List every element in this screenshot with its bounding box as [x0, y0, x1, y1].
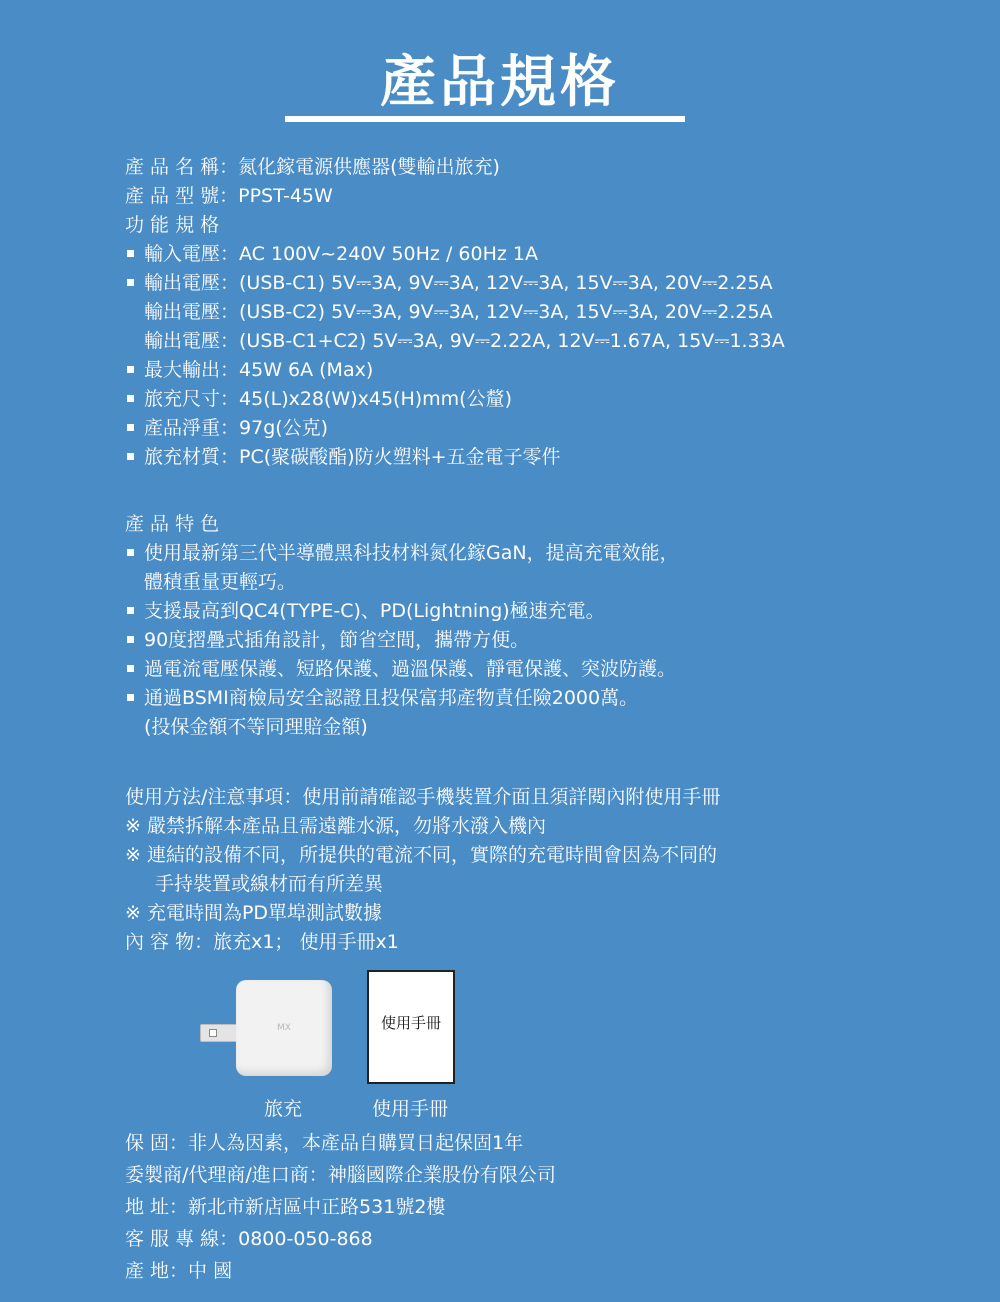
bullet-icon: [127, 395, 134, 402]
spec-max-value: 45W 6A (Max): [239, 359, 374, 381]
feature-item: [125, 626, 679, 655]
spec-name-row: [125, 153, 785, 182]
bullet-icon: [127, 665, 134, 672]
bullet-icon: [127, 424, 134, 431]
spec-weight-label: 產品淨重：: [144, 417, 240, 439]
spec-input-label: 輸入電壓：: [144, 243, 240, 265]
spec-input-value: AC 100V~240V 50Hz / 60Hz 1A: [239, 243, 538, 265]
info-section: [125, 1127, 556, 1287]
feature-item: [125, 684, 679, 713]
spec-output3-value: (USB-C1+C2) 5V⎓3A, 9V⎓2.22A, 12V⎓1.67A, 15V⎓1.33A: [239, 330, 785, 352]
spec-func-heading: 功 能 規 格: [125, 214, 220, 236]
usage-section: [125, 783, 720, 957]
feature-text-cont: 體積重量更輕巧。: [144, 571, 297, 593]
spec-output3-row: [125, 327, 785, 356]
bullet-icon: [127, 453, 134, 460]
spec-output2-row: [125, 298, 785, 327]
charger-caption: 旅充: [264, 1098, 303, 1120]
feature-text-cont: (投保金額不等同理賠金額): [144, 716, 368, 738]
charger-logo: MX: [277, 1023, 291, 1033]
manual-caption: 使用手冊: [372, 1098, 449, 1120]
spec-weight-value: 97g(公克): [239, 417, 329, 439]
spec-weight-row: [125, 414, 785, 443]
usage-line: ※ 連結的設備不同，所提供的電流不同，實際的充電時間會因為不同的: [125, 844, 717, 866]
contents-row: [125, 928, 720, 957]
bullet-icon: [127, 636, 134, 643]
feature-text: 90度摺疊式插角設計，節省空間，攜帶方便。: [144, 629, 530, 651]
bullet-icon: [127, 279, 134, 286]
features-section: [125, 510, 679, 742]
spec-size-value: 45(L)x28(W)x45(H)mm(公釐): [239, 388, 513, 410]
company-row: [125, 1159, 556, 1191]
spec-max-label: 最大輸出：: [144, 359, 240, 381]
spec-model-label: 產 品 型 號：: [125, 185, 239, 207]
feature-text: 支援最高到QC4(TYPE-C)、PD(Lightning)極速充電。: [144, 600, 605, 622]
manual-image-text: 使用手冊: [380, 1014, 441, 1032]
spec-name-label: 產 品 名 稱：: [125, 156, 239, 178]
warranty-value: 非人為因素，本產品自購買日起保固1年: [188, 1132, 524, 1154]
usage-line: ※ 嚴禁拆解本產品且需遠離水源，勿將水潑入機內: [125, 815, 546, 837]
spec-name-value: 氮化鎵電源供應器(雙輸出旅充): [238, 156, 500, 178]
service-row: [125, 1223, 556, 1255]
spec-output2-label: 輸出電壓：: [144, 301, 240, 323]
address-label: 地 址：: [125, 1196, 189, 1218]
spec-output1-value: (USB-C1) 5V⎓3A, 9V⎓3A, 12V⎓3A, 15V⎓3A, 20V⎓2.25A: [239, 272, 773, 294]
spec-input-row: [125, 240, 785, 269]
bullet-icon: [127, 250, 134, 257]
spec-output1-label: 輸出電壓：: [144, 272, 240, 294]
service-value: 0800-050-868: [238, 1228, 373, 1250]
company-label: 委製商/代理商/進口商：: [125, 1164, 328, 1186]
title-underline: [285, 116, 685, 122]
page-title: 產品規格: [380, 50, 620, 115]
manual-image: [367, 970, 455, 1084]
spec-material-value: PC(聚碳酸酯)防火塑料+五金電子零件: [239, 446, 561, 468]
address-row: [125, 1191, 556, 1223]
address-value: 新北市新店區中正路531號2樓: [188, 1196, 446, 1218]
service-label: 客 服 專 線：: [125, 1228, 239, 1250]
usage-line-cont: 手持裝置或線材而有所差異: [155, 873, 384, 895]
spec-size-row: [125, 385, 785, 414]
feature-text: 通過BSMI商檢局安全認證且投保富邦產物責任險2000萬。: [144, 687, 639, 709]
feature-text: 使用最新第三代半導體黑科技材料氮化鎵GaN，提高充電效能，: [144, 542, 679, 564]
feature-item: [125, 539, 679, 568]
warranty-label: 保 固：: [125, 1132, 189, 1154]
spec-size-label: 旅充尺寸：: [144, 388, 240, 410]
feature-item: [125, 597, 679, 626]
bullet-icon: [127, 366, 134, 373]
spec-material-label: 旅充材質：: [144, 446, 240, 468]
usage-line: 使用方法/注意事項：使用前請確認手機裝置介面且須詳閱內附使用手冊: [125, 786, 721, 808]
spec-section: [125, 153, 785, 472]
origin-label: 產 地：: [125, 1260, 189, 1282]
contents-label: 內 容 物：: [125, 931, 214, 953]
feature-text: 過電流電壓保護、短路保護、過溫保護、靜電保護、突波防護。: [144, 658, 677, 680]
spec-output2-value: (USB-C2) 5V⎓3A, 9V⎓3A, 12V⎓3A, 15V⎓3A, 20V⎓2.25A: [239, 301, 773, 323]
spec-material-row: [125, 443, 785, 472]
spec-output3-label: 輸出電壓：: [144, 330, 240, 352]
bullet-icon: [127, 694, 134, 701]
warranty-row: [125, 1127, 556, 1159]
spec-max-row: [125, 356, 785, 385]
usage-line: ※ 充電時間為PD單埠測試數據: [125, 902, 383, 924]
origin-value: 中 國: [188, 1260, 233, 1282]
company-value: 神腦國際企業股份有限公司: [327, 1164, 556, 1186]
features-heading: 產 品 特 色: [125, 513, 220, 535]
origin-row: [125, 1255, 556, 1287]
charger-image: [236, 980, 332, 1076]
spec-output1-row: [125, 269, 785, 298]
spec-model-row: [125, 182, 785, 211]
bullet-icon: [127, 607, 134, 614]
contents-value: 旅充x1； 使用手冊x1: [213, 931, 399, 953]
plug-prong-icon: [200, 1024, 240, 1042]
spec-model-value: PPST-45W: [238, 185, 333, 207]
bullet-icon: [127, 549, 134, 556]
feature-item: [125, 655, 679, 684]
